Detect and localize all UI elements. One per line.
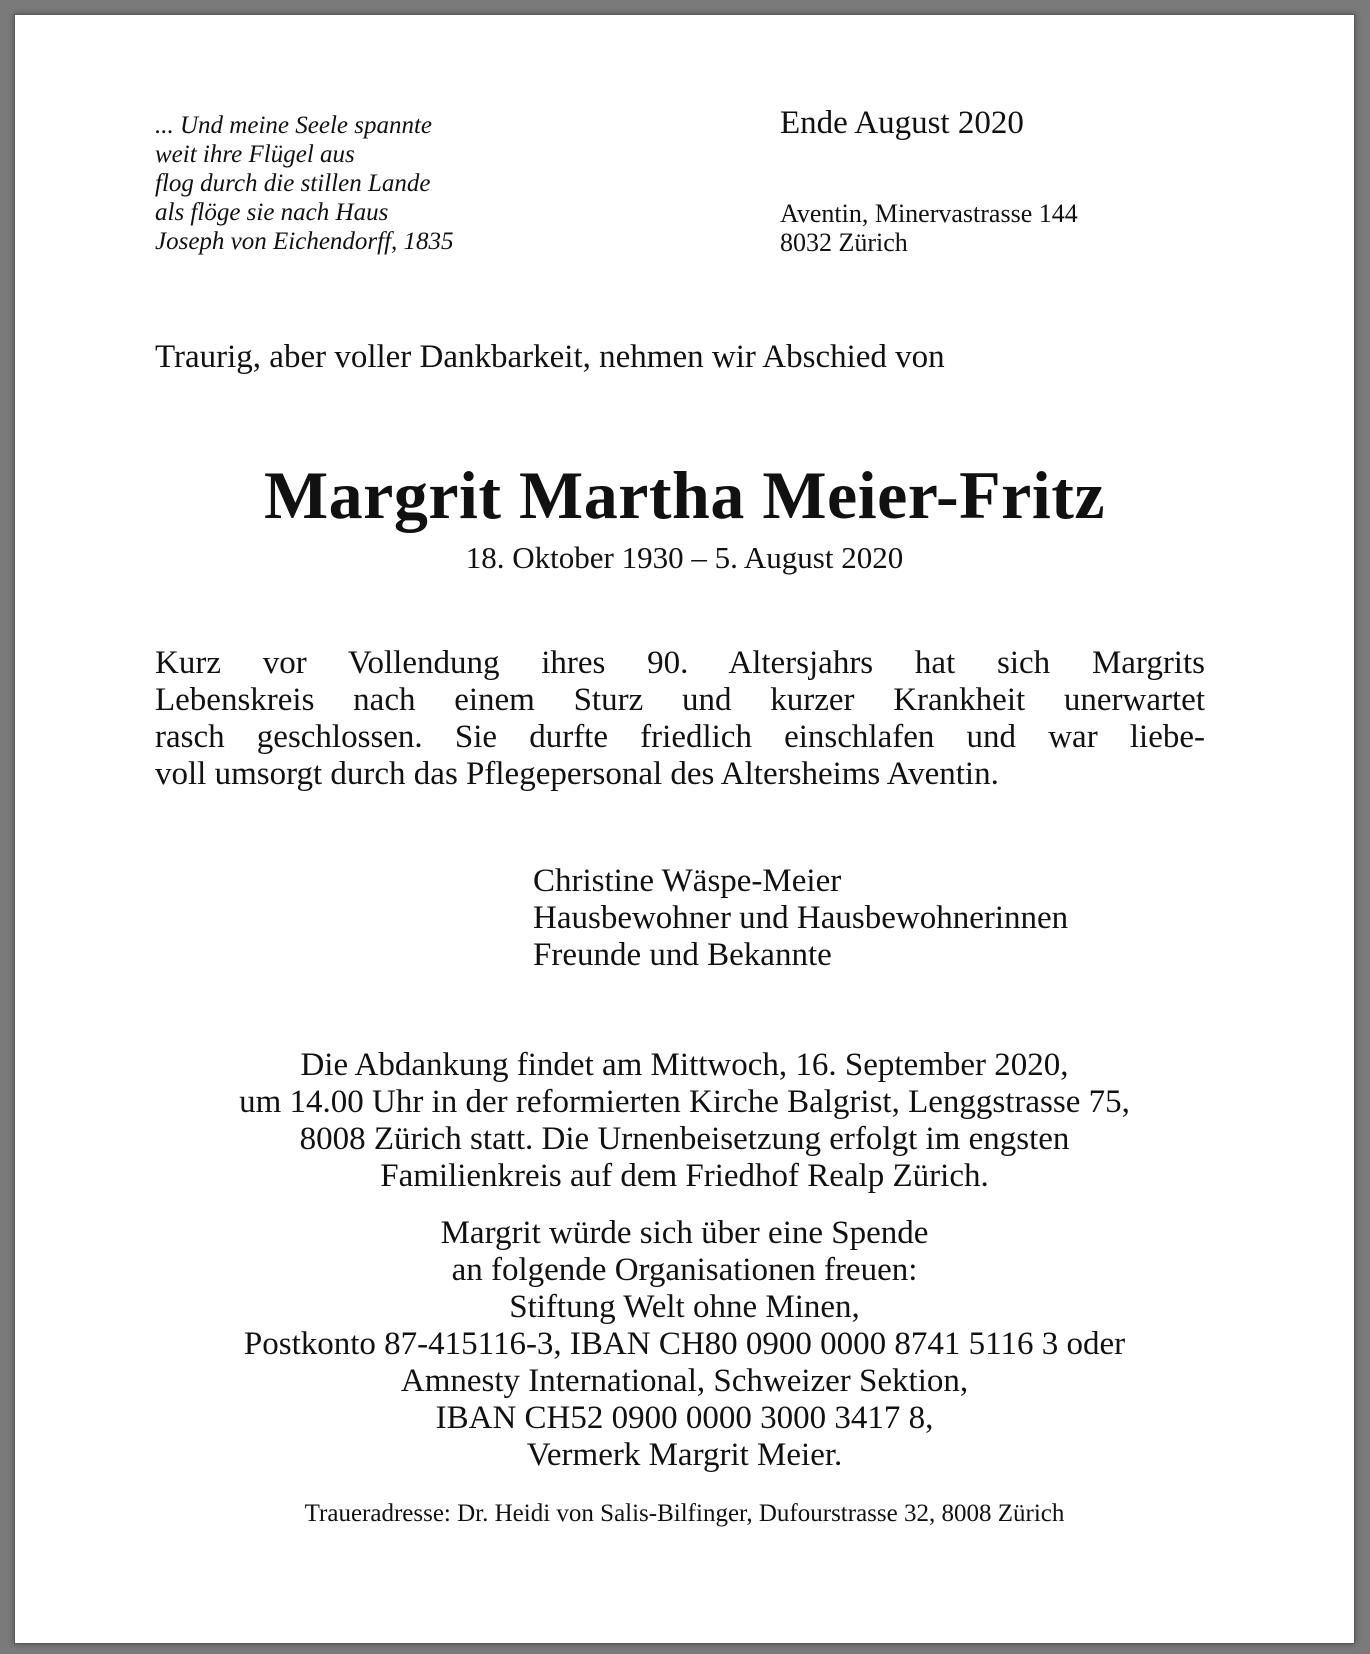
donation-line: an folgende Organisationen freuen: bbox=[451, 1252, 918, 1288]
donation-line: IBAN CH52 0900 0000 3000 3417 8, bbox=[435, 1400, 934, 1436]
ceremony-info bbox=[15, 1047, 1354, 1195]
poem-quote bbox=[155, 111, 454, 256]
ceremony-line: Die Abdankung findet am Mittwoch, 16. September 2020, bbox=[300, 1047, 1069, 1083]
donation-info bbox=[15, 1215, 1354, 1474]
body-line: voll umsorgt durch das Pflegepersonal des Altersheims Aventin. bbox=[155, 756, 999, 792]
notice-date: Ende August 2020 bbox=[780, 105, 1024, 141]
mourner: Christine Wäspe-Meier bbox=[533, 863, 842, 899]
poem-line: ... Und meine Seele spannte bbox=[155, 112, 433, 139]
mourner: Hausbewohner und Hausbewohnerinnen bbox=[533, 900, 1069, 936]
sender-address bbox=[780, 199, 1078, 257]
poem-line: als flöge sie nach Haus bbox=[155, 199, 389, 226]
obituary-body bbox=[155, 645, 1205, 793]
ceremony-line: um 14.00 Uhr in der reformierten Kirche Balgrist, Lenggstrasse 75, bbox=[239, 1084, 1130, 1120]
obituary-page bbox=[14, 14, 1355, 1644]
body-line: Lebenskreis nach einem Sturz und kurzer Krankheit unerwartet bbox=[155, 682, 1205, 718]
ceremony-line: 8008 Zürich statt. Die Urnenbeisetzung erfolgt im engsten bbox=[299, 1121, 1070, 1157]
deceased-name: Margrit Martha Meier-Fritz bbox=[263, 457, 1106, 533]
body-line: rasch geschlossen. Sie durfte friedlich einschlafen und war liebe- bbox=[155, 719, 1205, 755]
mourners-list bbox=[533, 863, 1068, 974]
poem-line: flog durch die stillen Lande bbox=[155, 170, 431, 197]
donation-line: Amnesty International, Schweizer Sektion, bbox=[400, 1363, 969, 1399]
ceremony-line: Familienkreis auf dem Friedhof Realp Zürich. bbox=[380, 1158, 989, 1194]
donation-line: Vermerk Margrit Meier. bbox=[526, 1437, 843, 1473]
address-line: Aventin, Minervastrasse 144 bbox=[780, 199, 1078, 228]
intro-text: Traurig, aber voller Dankbarkeit, nehmen wir Abschied von bbox=[155, 339, 945, 375]
mourner: Freunde und Bekannte bbox=[533, 937, 832, 973]
poem-author: Joseph von Eichendorff, 1835 bbox=[155, 228, 454, 255]
life-dates: 18. Oktober 1930 – 5. August 2020 bbox=[465, 540, 904, 575]
donation-line: Stiftung Welt ohne Minen, bbox=[509, 1289, 860, 1325]
condolence-address: Traueradresse: Dr. Heidi von Salis-Bilfinger, Dufourstrasse 32, 8008 Zürich bbox=[304, 1500, 1065, 1527]
body-line: Kurz vor Vollendung ihres 90. Altersjahrs hat sich Margrits bbox=[155, 645, 1205, 681]
donation-line: Margrit würde sich über eine Spende bbox=[440, 1215, 929, 1251]
poem-line: weit ihre Flügel aus bbox=[155, 141, 355, 168]
address-line: 8032 Zürich bbox=[780, 228, 908, 257]
donation-line: Postkonto 87-415116-3, IBAN CH80 0900 0000 8741 5116 3 oder bbox=[243, 1326, 1126, 1362]
